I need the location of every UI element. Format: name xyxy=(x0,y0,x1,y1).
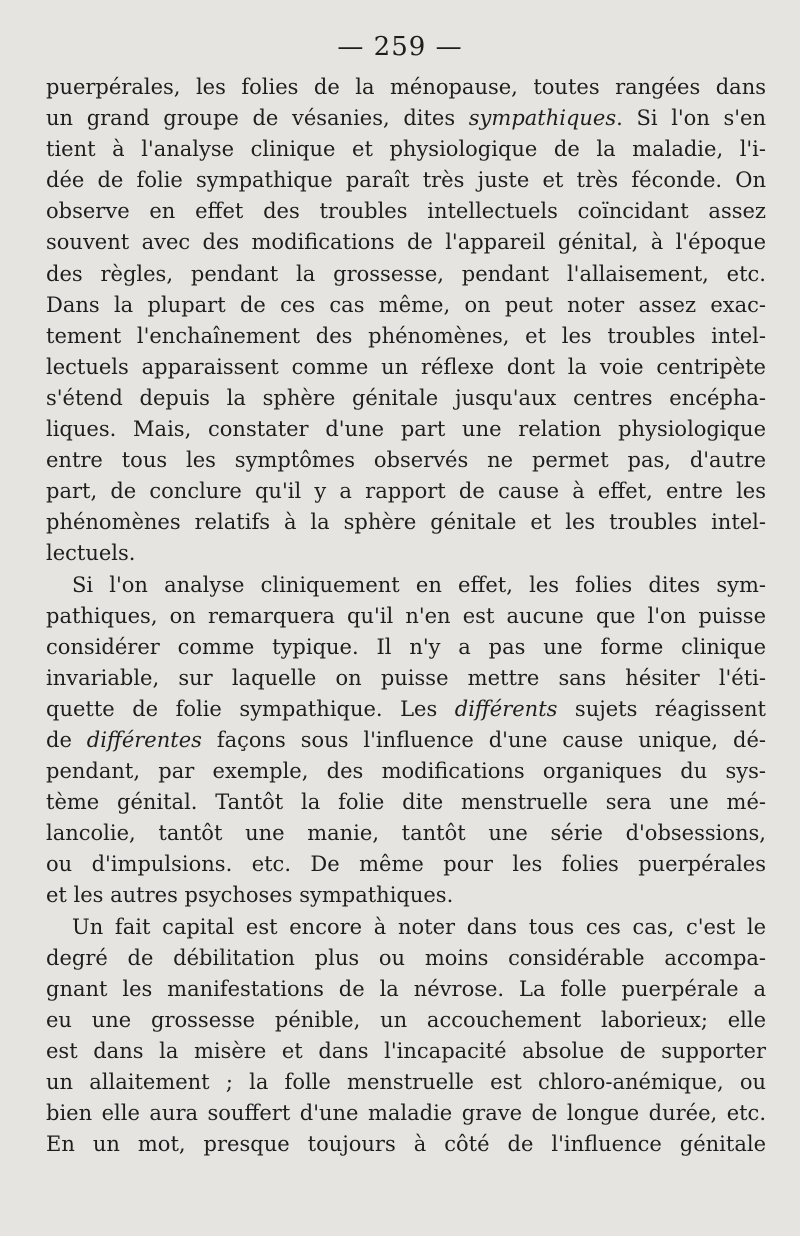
text-line xyxy=(46,290,766,321)
text-span: considérer comme typique. Il n'y a pas une forme clinique xyxy=(46,634,766,659)
text-line xyxy=(46,103,766,134)
text-line xyxy=(46,943,766,974)
text-span: et les autres psychoses sympathiques. xyxy=(46,883,454,908)
text-line xyxy=(46,352,766,383)
text-line xyxy=(46,321,766,352)
text-span: liques. Mais, constater d'une part une relation physiologique xyxy=(46,417,766,442)
text-span: dée de folie sympathique paraît très juste et très féconde. On xyxy=(46,168,766,193)
text-span: des règles, pendant la grossesse, pendant l'allaisement, etc. xyxy=(46,261,766,286)
text-line xyxy=(46,227,766,258)
text-line xyxy=(46,570,766,601)
text-span: gnant les manifestations de la névrose. La folle puerpérale a xyxy=(46,976,766,1001)
text-span: part, de conclure qu'il y a rapport de cause à effet, entre les xyxy=(46,479,766,504)
italic-text: différentes xyxy=(86,727,202,752)
text-line xyxy=(46,725,766,756)
text-line xyxy=(46,1129,766,1160)
text-span: est dans la misère et dans l'incapacité absolue de supporter xyxy=(46,1038,766,1063)
text-span: de xyxy=(46,727,87,752)
text-line xyxy=(46,756,766,787)
text-line xyxy=(46,383,766,414)
text-span: entre tous les symptômes observés ne permet pas, d'autre xyxy=(46,448,766,473)
text-line xyxy=(46,1005,766,1036)
text-span: . Si l'on s'en xyxy=(616,106,766,131)
text-line xyxy=(46,196,766,227)
text-span: invariable, sur laquelle on puisse mettre sans hésiter l'éti- xyxy=(46,665,766,690)
text-span: Dans la plupart de ces cas même, on peut noter assez exac- xyxy=(46,292,766,317)
text-span: eu une grossesse pénible, un accouchement laborieux; elle xyxy=(46,1007,766,1032)
text-line xyxy=(46,601,766,632)
text-line xyxy=(46,414,766,445)
text-span: pathiques, on remarquera qu'il n'en est aucune que l'on puisse xyxy=(46,603,766,628)
text-span: ou d'impulsions. etc. De même pour les folies puerpérales xyxy=(46,852,766,877)
page-number: — 259 — xyxy=(337,32,463,62)
text-span: lectuels apparaissent comme un réflexe dont la voie centripète xyxy=(46,354,766,379)
text-span: observe en effet des troubles intellectuels coïncidant assez xyxy=(46,199,766,224)
italic-text: sympathiques xyxy=(468,106,617,131)
text-line xyxy=(46,880,766,911)
text-span: façons sous l'influence d'une cause unique, dé- xyxy=(201,727,767,752)
text-line xyxy=(46,974,766,1005)
text-line xyxy=(46,663,766,694)
text-span: quette de folie sympathique. Les xyxy=(46,696,455,721)
text-span: pendant, par exemple, des modifications organiques du sys- xyxy=(46,759,766,784)
text-span: tème génital. Tantôt la folie dite menstruelle sera une mé- xyxy=(46,790,766,815)
text-span: sujets réagissent xyxy=(557,696,766,721)
body-text xyxy=(46,72,766,1160)
text-line xyxy=(46,538,766,569)
text-span: souvent avec des modifications de l'appareil génital, à l'époque xyxy=(46,230,766,255)
text-span: tient à l'analyse clinique et physiologique de la maladie, l'i- xyxy=(46,137,766,162)
text-line xyxy=(46,1067,766,1098)
text-line xyxy=(46,72,766,103)
text-line xyxy=(46,694,766,725)
text-line xyxy=(46,476,766,507)
text-span: s'étend depuis la sphère génitale jusqu'aux centres encépha- xyxy=(46,385,766,410)
text-span: Si l'on analyse cliniquement en effet, les folies dites sym- xyxy=(72,572,766,597)
text-line xyxy=(46,787,766,818)
text-line xyxy=(46,507,766,538)
text-span: bien elle aura souffert d'une maladie grave de longue durée, etc. xyxy=(46,1101,766,1126)
text-line xyxy=(46,818,766,849)
text-line xyxy=(46,259,766,290)
text-line xyxy=(46,1036,766,1067)
text-line xyxy=(46,165,766,196)
text-span: degré de débilitation plus ou moins considérable accompa- xyxy=(46,945,766,970)
text-span: Un fait capital est encore à noter dans tous ces cas, c'est le xyxy=(72,914,766,939)
text-span: un grand groupe de vésanies, dites xyxy=(46,106,469,131)
text-span: un allaitement ; la folle menstruelle est chloro-anémique, ou xyxy=(46,1070,766,1094)
text-span: phénomènes relatifs à la sphère génitale et les troubles intel- xyxy=(46,510,766,535)
text-span: tement l'enchaînement des phénomènes, et les troubles intel- xyxy=(46,323,766,348)
text-line xyxy=(46,445,766,476)
text-line xyxy=(46,849,766,880)
text-span: lancolie, tantôt une manie, tantôt une série d'obsessions, xyxy=(46,821,766,846)
text-span: En un mot, presque toujours à côté de l'influence génitale xyxy=(46,1132,766,1157)
text-line xyxy=(46,912,766,943)
text-line xyxy=(46,134,766,165)
text-line xyxy=(46,1098,766,1129)
text-line xyxy=(46,632,766,663)
text-span: puerpérales, les folies de la ménopause, toutes rangées dans xyxy=(46,75,766,99)
text-span: lectuels. xyxy=(46,541,136,566)
italic-text: différents xyxy=(454,696,558,721)
